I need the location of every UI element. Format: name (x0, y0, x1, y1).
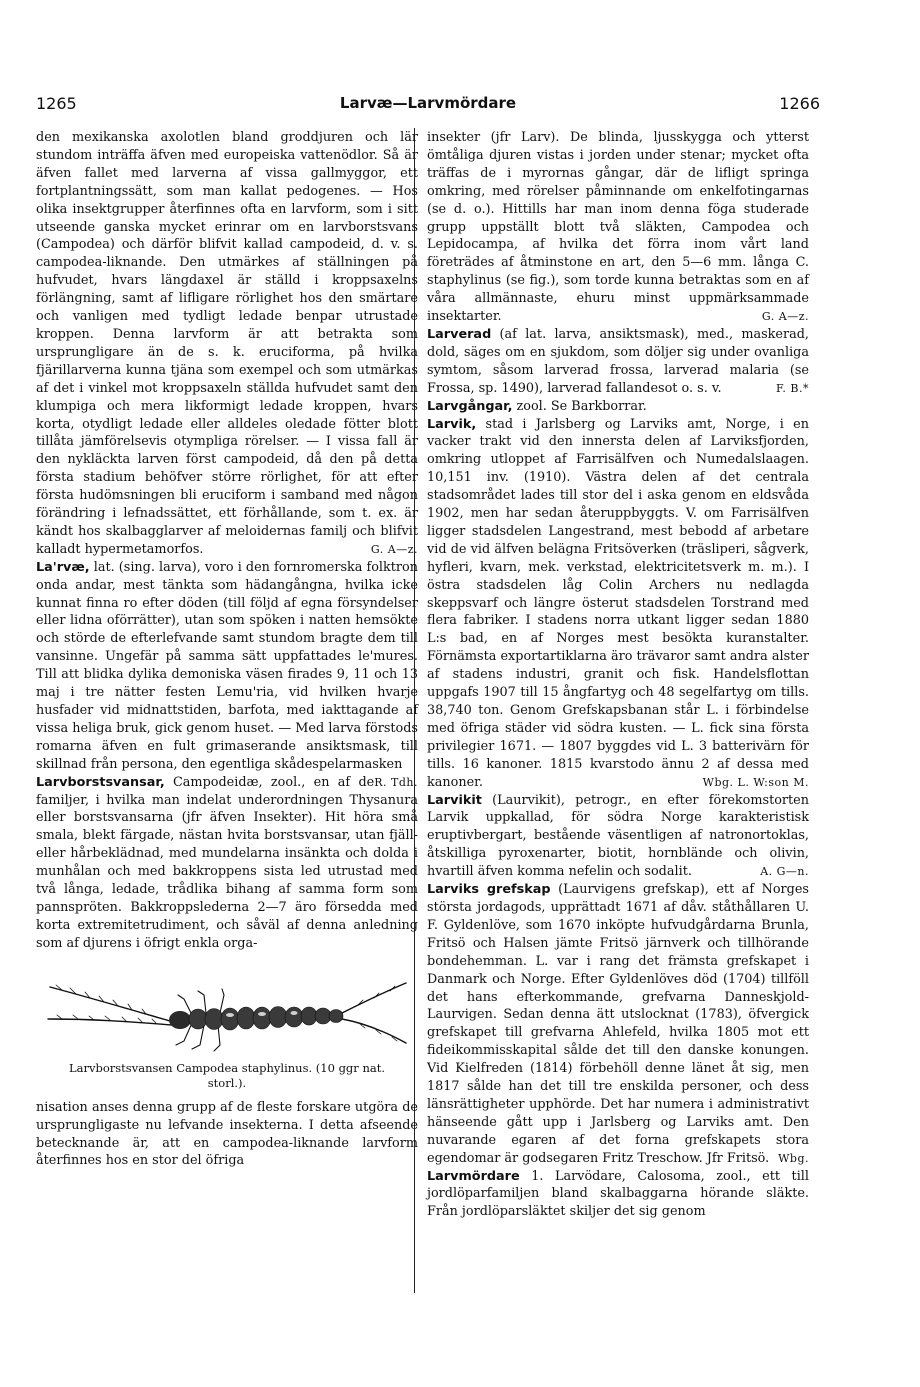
author-signature: Wbg. L. W:son M. (702, 775, 809, 789)
entry-headword: Larviks grefskap (427, 882, 551, 898)
campodea-figure (36, 963, 418, 1091)
author-signature: A. G—n. (760, 865, 809, 879)
author-signature: G. A—z. (761, 310, 809, 324)
entry-headword: Larvmördare (427, 1168, 520, 1184)
figure-caption: Larvborstsvansen Campodea staphylinus. (10 ggr nat. storl.). (69, 1060, 385, 1090)
entry-larvmordare (427, 1168, 809, 1222)
entry-headword: Larvik, (427, 416, 477, 432)
entry-larvborstsvansar (36, 774, 418, 953)
entry-body: lat. (sing. larva), voro i den fornromerska folktron onda andar, mest tänkta som hädangångna, hvilka icke kunnat finna ro efter döden (till följd af egna försyndelser eller lidna oförrätter), utan som spöken i natten hemsökte och störde de efterlefvande samt stundom bragte dem till vansinne. Ungefär på samma sätt uppfattades le'mures. Till att blidka dylika demoniska väsen firades 9, 11 och 13 maj i tre nätter festen Lemu'ria, vid hvilken hvarje husfader vid midnattstiden, barfota, med iakttagande af vissa heliga bruk, gick genom huset. — Med larva förstods romarna äfven en fult grimaserande ansiktsmask, till skillnad från persona, den egentliga skådespelarmasken (36, 559, 418, 772)
entry-body: (Laurvikit), petrogr., en efter förekomstorten Larvik uppkallad, för södra Norge karakteristisk eruptivbergart, bestående väsentligen af natronortoklas, åtskilliga pyroxenarter, biotit, hornblände och olivin, hvartill äfven komma nefelin och sodalit. (427, 792, 809, 880)
entry-body: Campodeidæ, zool., en af de familjer, i hvilka man indelat underordningen Thysanura eller borstsvansarna (jfr äfven Insekter). Hit höra små smala, blekt färgade, nästan hvita borstsvansar, utan fjäll- eller hårbeklädnad, med mundelarna insänkta och dolda i munhålan och med bakkroppens sista led utrustad med två långa, ledade, trådlika bihang af samma form som pannspröten. Bakkroppslederna 2—7 äro försedda med korta extremitetrudiment, och såväl af denna anledning som af djurens i öfrigt enkla orga- (36, 774, 418, 951)
author-signature: Wbg. (778, 1151, 809, 1165)
entry-body: stad i Jarlsberg og Larviks amt, Norge, i en vacker trakt vid den innersta delen af Larviksfjorden, omkring utloppet af Farrisälfven och Numedalslaagen. 10,151 inv. (1910). Västra delen af det centrala stadsområdet lades till stor del i aska genom en eldsvåda 1902, men har sedan återuppbyggts. V. om Farrisälfven ligger stadsdelen Langestrand, mest bebodd af arbetare vid de vid älfven belägna Fritsöverken (träsliperi, sågverk, hyfleri, kvarn, mek. verkstad, elektricitetsverk m. m.). I östra stadsdelen låg Colin Archers nu nedlagda skeppsvarf och längre österut stadsdelen Torstrand med flera fabriker. I stadens norra utkant ligger sedan 1880 L:s bad, en af Norges mest besökta kuranstalter. Förnämsta exportartiklarna äro trävaror samt andra alster af stadens industri, granit och fisk. Handelsflottan uppgafs 1907 till 15 ångfartyg och 48 segelfartyg om tills. 38,740 ton. Genom Grefskapsbanan står L. i förbindelse med öfriga städer vid södra kusten. — L. fick sina första privilegier 1671. — 1807 byggdes vid L. 3 batterivärn för tills. 16 kanoner. 1815 kvarstodo ännu 2 af dessa med kanoner. (427, 416, 809, 790)
entry-body: (af lat. larva, ansiktsmask), med., maskerad, dold, säges om en sjukdom, som döljer sig under ovanliga symtom, såsom larverad frossa, larverad malaria (se Frossa, sp. 1490), larverad fallandesot o. s. v. (427, 326, 809, 396)
entry-continuation (427, 129, 809, 326)
entry-body: (Laurvigens grefskap), ett af Norges största jordagods, upprättadt 1671 af dåv. ståthållaren U. F. Gyldenlöve, som 1670 inköpte hufvudgårdarna Brunla, Fritsö och Halsen jämte Fritsö järnverk och tillhörande bondehemman. L. var i rang det främsta grefskapet i Danmark och Norge. Efter Gyldenlöves död (1704) tillföll det hans efterkommande, grefvarna Danneskjold-Laurvigen. Sedan denna ätt utslocknat (1783), öfvergick grefskapet till grefvarna Ahlefeld, hvilka 1805 mot ett fideikommisskapital sålde det till den danske konungen. Vid Kielfreden (1814) förbehöll denne länet åt sig, men 1817 sålde han det till tre enskilda personer, och dess länsrättigheter upphörde. Det har numera i administrativt hänseende gått upp i Jarlsberg og Larviks amt. Den nuvarande egaren af det forna grefskapets stora egendomar är godsegaren Fritz Treschow. Jfr Fritsö. (427, 882, 809, 1166)
page-header (36, 94, 820, 116)
paragraph-text: nisation anses denna grupp af de fleste forskare utgöra de ursprungligaste nu lefvande insekterna. I detta afseende betecknande är, att en campodea-liknande larvform återfinnes hos en stor del öfriga (36, 1099, 418, 1169)
paragraph-text: insekter (jfr Larv). De blinda, ljusskygga och ytterst ömtåliga djuren vistas i jorden under stenar; mycket ofta träffas de i myrornas gångar, där de lifligt springa omkring, med rörelser påminnande om enkelfotingarnas (se d. o.). Hittills har man inom denna föga studerade grupp uppställt blott två släkten, Campodea och Lepidocampa, af hvilka det förra inom vårt land företrädes af åtminstone en art, den 5—6 mm. långa C. staphylinus (se fig.), som torde kunna betraktas som en af våra allmännaste, ehuru minst uppmärksammade insektarter. (427, 130, 809, 325)
entry-headword: La'rvæ, (36, 559, 90, 575)
author-signature: G. A—z. (370, 542, 418, 556)
entry-larvikit (427, 792, 809, 882)
entry-body: 1. Larvödare, Calosoma, zool., ett till jordlöparfamiljen bland skalbaggarna hörande släkte. Från jordlöparsläktet skiljer det sig genom (427, 1168, 809, 1220)
entry-larviks-grefskap (427, 881, 809, 1168)
entry-headword: Larverad (427, 326, 492, 342)
entry-headword: Larvgångar, (427, 398, 513, 414)
author-signature: R. Tdh. (374, 775, 418, 789)
page-number-left: 1265 (36, 94, 77, 113)
entry-headword: Larvikit (427, 792, 482, 808)
author-signature: F. B.* (776, 381, 809, 395)
right-column (427, 129, 809, 1221)
entry-text (36, 129, 418, 559)
entry-continuation (36, 1099, 418, 1171)
paragraph-text: den mexikanska axolotlen bland groddjuren och lär stundom inträffa äfven med europeiska vattenödlor. Så är äfven fallet med larverna af vissa gallmyggor, ett fortplantningssätt, som man kallat pedogenes. — Hos olika insektgrupper återfinnes ofta en larvform, som i sitt utseende ganska mycket erinrar om en larvborstsvans (Campodea) och därför blifvit kallad campodeid, d. v. s. campodea-liknande. Den utmärkes af ställningen på hufvudet, hvars längdaxel är ställd i kroppsaxelns förlängning, samt af lifligare rörlighet hos den smärtare och vanligen med tydligt ledade benpar utrustade kroppen. Denna larvform är att betrakta som ursprungligare än de s. k. eruciforma, på hvilka fjärillarverna kunna tjäna som exempel och som utmärkas af det i vinkel mot kroppsaxeln ställda hufvudet samt den klumpiga och mera likformigt ledade kroppen, hvars korta, otydligt ledade eller alldeles oledade fötter blott tillåta jämförelsevis otympliga rörelser. — I vissa fall är den nykläckta larven först campodeid, då den på detta första stadium behöfver större rörlighet, för att efter första hudömsningen bli eruciform i samband med någon förändring i lefnadssättet, ett förhållande, som t. ex. är kändt hos skalbagglarver af meloidernas familj och blifvit kalladt hypermetamorfos. (36, 130, 418, 557)
entry-body: zool. Se Barkborrar. (516, 398, 647, 414)
campodea-illustration (42, 963, 412, 1059)
left-column (36, 129, 418, 1170)
running-title: Larvæ—Larvmördare (339, 94, 517, 112)
page-number-right: 1266 (779, 94, 820, 113)
entry-larverad (427, 326, 809, 398)
entry-larvgangar (427, 398, 809, 416)
entry-larvik (427, 416, 809, 792)
entry-headword: Larvborstsvansar, (36, 774, 165, 790)
